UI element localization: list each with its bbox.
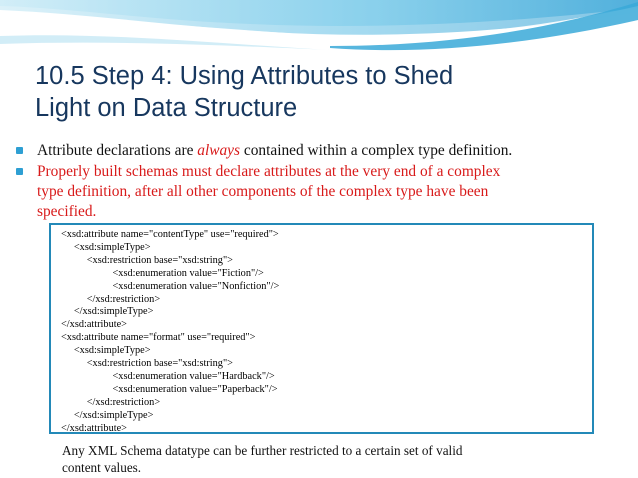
bullet-1-emphasis: always (197, 142, 241, 159)
code-line: <xsd:attribute name="format" use="required"> (61, 332, 256, 344)
code-line: </xsd:simpleType> (61, 306, 154, 318)
code-line: </xsd:restriction> (61, 293, 161, 305)
restriction-note (62, 442, 622, 476)
code-line: </xsd:attribute> (61, 319, 127, 331)
code-line: <xsd:enumeration value="Hardback"/> (61, 370, 275, 382)
bullet-schema-ordering (37, 162, 627, 222)
bullet-square-icon (16, 147, 23, 154)
code-line: <xsd:simpleType> (61, 345, 151, 357)
bullet-attribute-declarations (37, 141, 627, 161)
slide-title (35, 60, 625, 124)
note-line-1: Any XML Schema datatype can be further restricted to a certain set of valid (62, 443, 463, 458)
bullet-1-text-after: contained within a complex type definition. (240, 142, 513, 159)
code-line: <xsd:simpleType> (61, 241, 151, 253)
bullet-2-line-1: Properly built schemas must declare attributes at the very end of a complex (37, 163, 501, 180)
bullet-2-line-2: type definition, after all other components of the complex type have been (37, 183, 489, 200)
bullet-1-text-before: Attribute declarations are (37, 142, 198, 159)
bullet-square-icon (16, 168, 23, 175)
xsd-code-box (49, 223, 594, 434)
bullet-1-line (37, 141, 627, 161)
code-line: <xsd:enumeration value="Fiction"/> (61, 267, 264, 279)
code-line: <xsd:restriction base="xsd:string"> (61, 358, 233, 370)
header-wave-banner (0, 0, 638, 60)
code-line: <xsd:enumeration value="Paperback"/> (61, 383, 278, 395)
code-line: </xsd:restriction> (61, 396, 161, 408)
code-line: </xsd:simpleType> (61, 409, 154, 421)
code-line: <xsd:restriction base="xsd:string"> (61, 254, 233, 266)
code-line: </xsd:attribute> (61, 422, 127, 434)
code-line: <xsd:enumeration value="Nonfiction"/> (61, 280, 280, 292)
slide-title-line-1: 10.5 Step 4: Using Attributes to Shed (35, 62, 454, 90)
bullet-2-line-3: specified. (37, 203, 97, 220)
note-line-2: content values. (62, 460, 142, 475)
code-line: <xsd:attribute name="contentType" use="required"> (61, 229, 279, 240)
slide-title-line-2: Light on Data Structure (35, 94, 298, 122)
